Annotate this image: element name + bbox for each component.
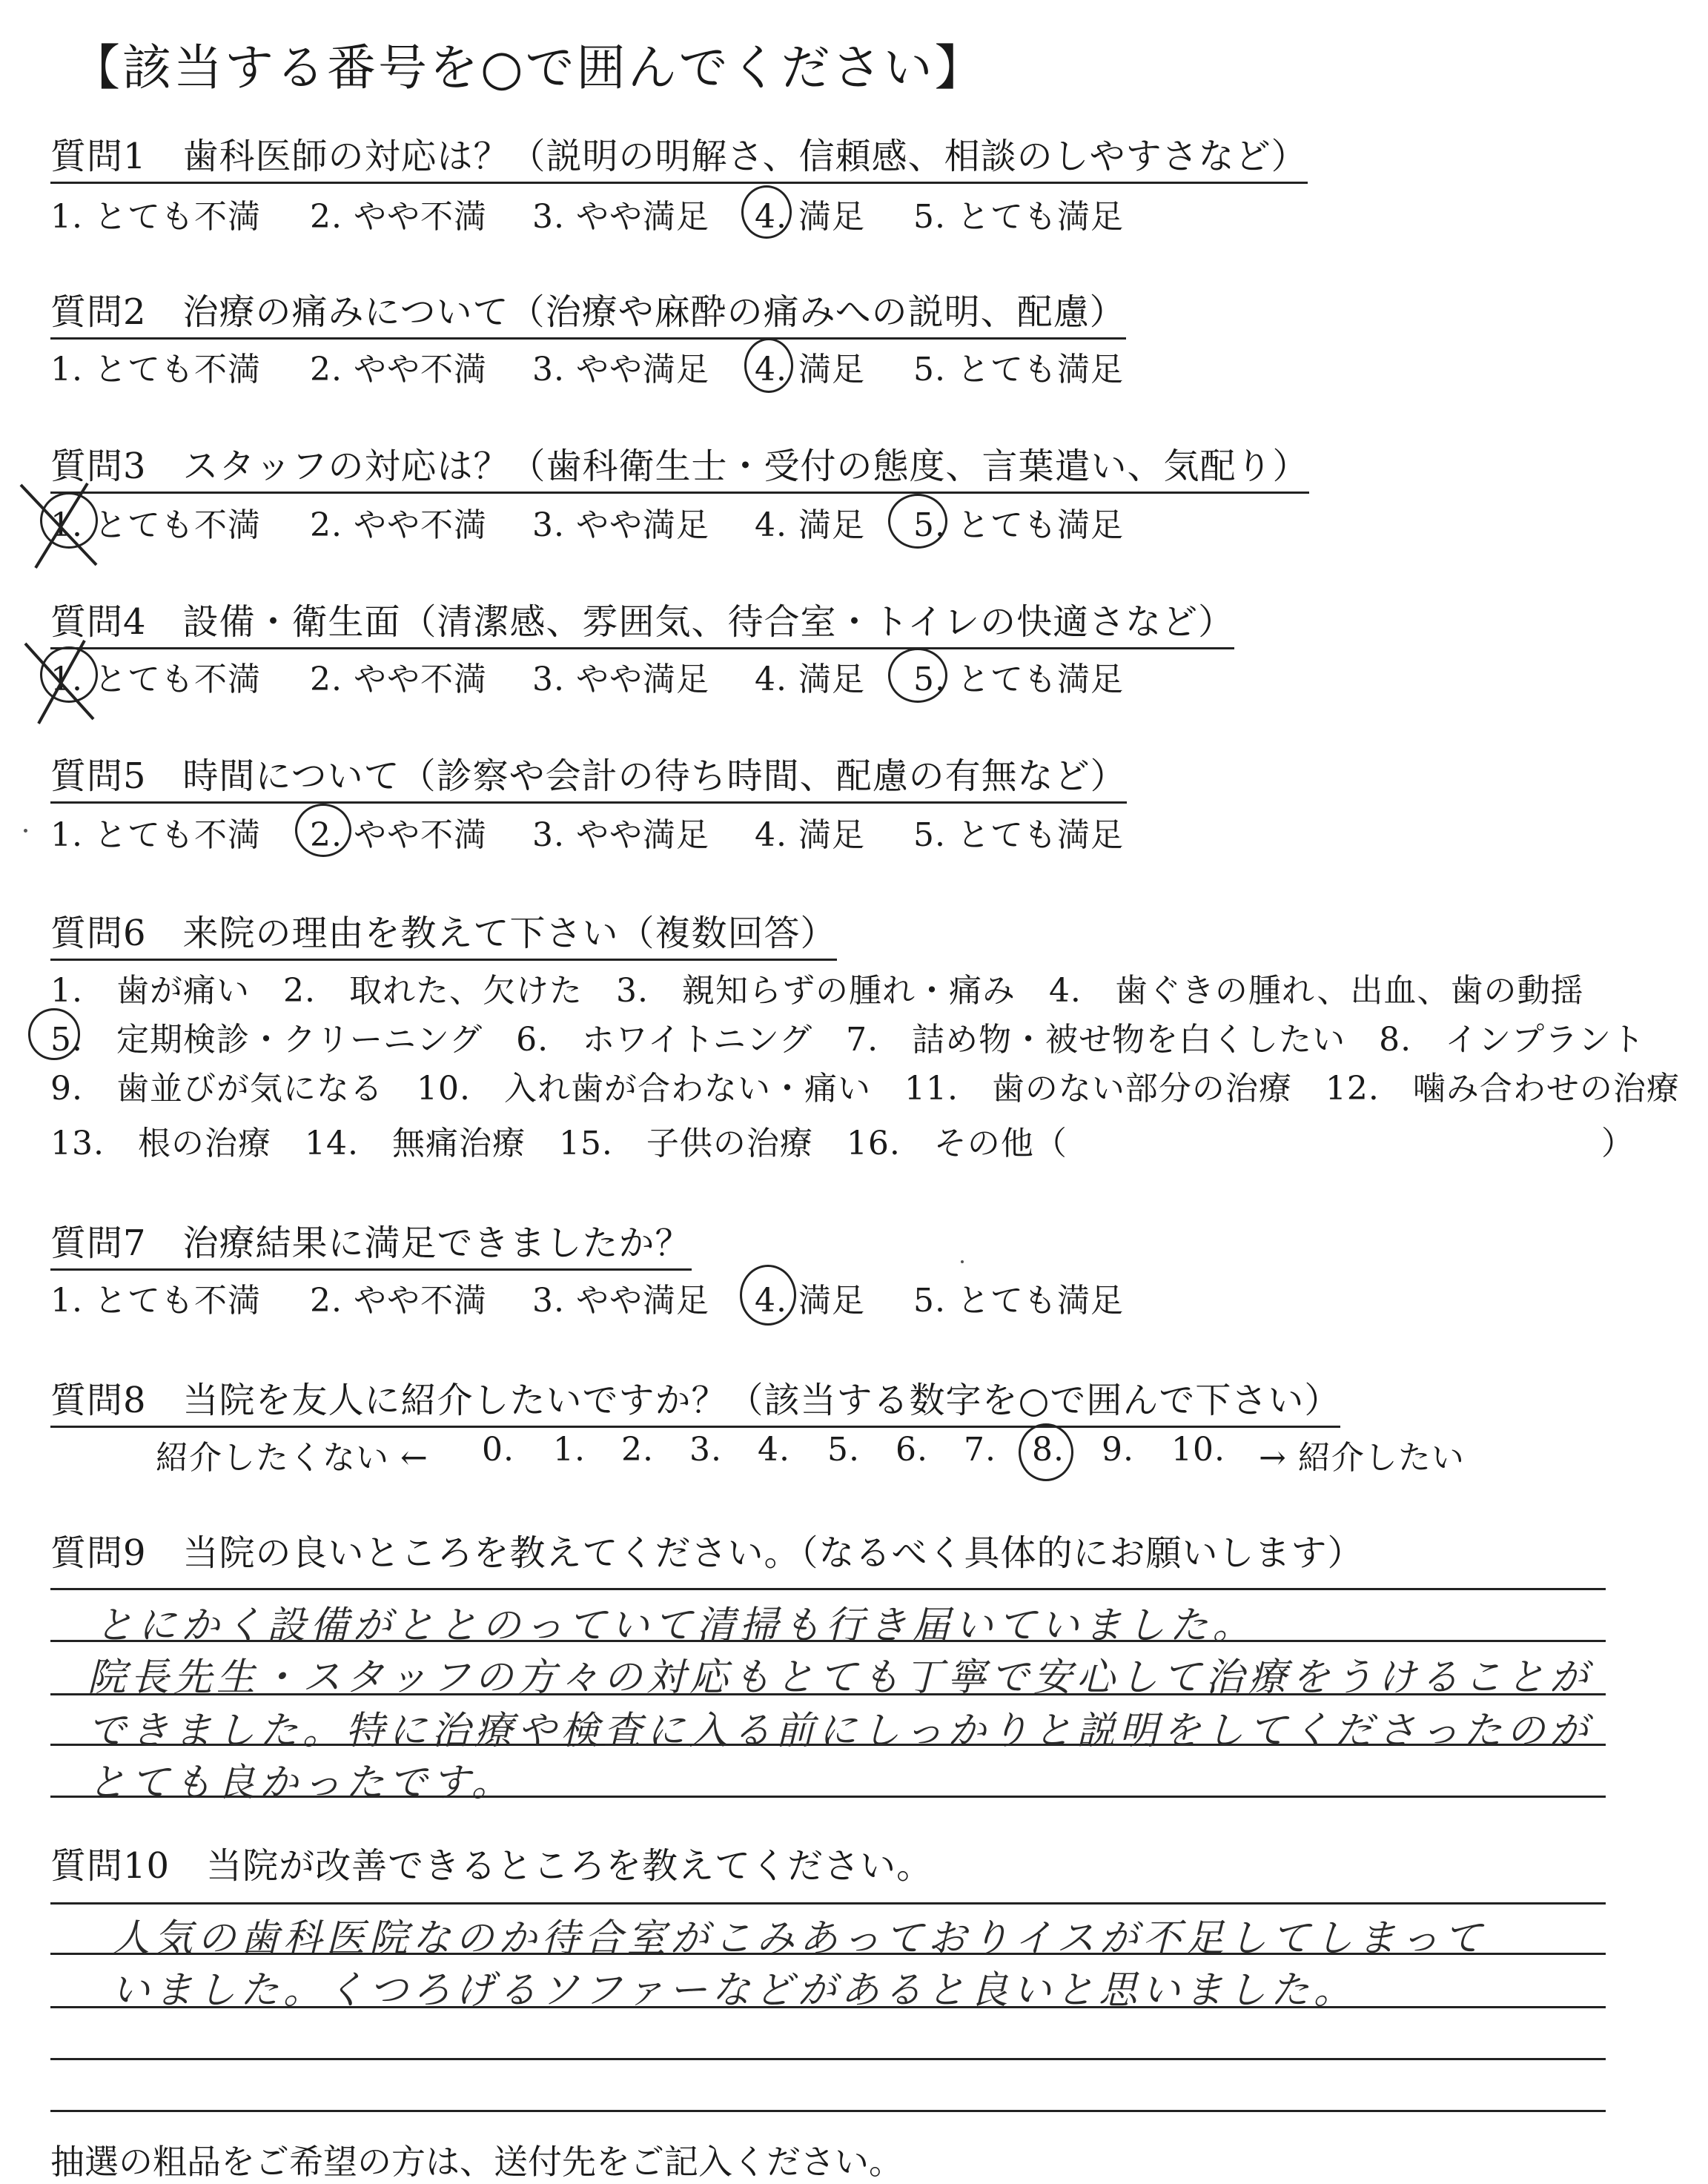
q5-option-2[interactable]: 2. やや不満 bbox=[310, 816, 487, 854]
q1-option-2[interactable]: 2. やや不満 bbox=[310, 198, 487, 236]
q6-row-4: 13. 根の治療 14. 無痛治療 15. 子供の治療 16. その他（ bbox=[50, 1125, 1068, 1162]
q1-option-5[interactable]: 5. とても満足 bbox=[913, 198, 1124, 236]
question-5-title: 質問5 時間について（診察や会計の待ち時間、配慮の有無など） bbox=[50, 747, 1127, 804]
q10-answer-line-2: いました。くつろげるソファーなどがあると良いと思いました。 bbox=[111, 1968, 1357, 2013]
q8-scale-8[interactable]: 8. bbox=[1032, 1431, 1065, 1469]
q5-option-4[interactable]: 4. 満足 bbox=[755, 816, 865, 854]
q8-scale-9[interactable]: 9. bbox=[1102, 1431, 1134, 1469]
q9-answer-line-3: できました。特に治療や検査に入る前にしっかりと説明をしてくださったのが bbox=[87, 1709, 1593, 1753]
q2-option-2[interactable]: 2. やや不満 bbox=[310, 351, 487, 388]
q8-scale-right-label: → 紹介したい bbox=[1259, 1439, 1465, 1477]
question-7-title: 質問7 治療結果に満足できましたか？ bbox=[50, 1214, 692, 1271]
page-title: 【該当する番号を○で囲んでください】 bbox=[71, 39, 986, 96]
q5-selection-circle bbox=[295, 804, 351, 857]
q3-option-3[interactable]: 3. やや満足 bbox=[532, 506, 709, 544]
q6-selection-circle bbox=[28, 1008, 80, 1060]
question-1-title: 質問1 歯科医師の対応は？（説明の明解さ、信頼感、相談のしやすさなど） bbox=[50, 128, 1308, 184]
q4-selection-circle bbox=[888, 648, 947, 703]
q7-option-5[interactable]: 5. とても満足 bbox=[913, 1282, 1124, 1320]
q9-answer-line-2: 院長先生・スタッフの方々の対応もとても丁寧で安心して治療をうけることが bbox=[87, 1655, 1593, 1700]
q8-scale-7[interactable]: 7. bbox=[964, 1431, 996, 1469]
q6-row-2: 5. 定期検診・クリーニング 6. ホワイトニング 7. 詰め物・被せ物を白くしたい 8. インプラント bbox=[50, 1021, 1646, 1059]
q3-option-5[interactable]: 5. とても満足 bbox=[913, 506, 1124, 544]
q8-scale-2[interactable]: 2. bbox=[621, 1431, 654, 1469]
q2-option-1[interactable]: 1. とても不満 bbox=[50, 351, 261, 388]
q8-scale-0[interactable]: 0. bbox=[482, 1431, 514, 1469]
q6-other-close-paren: ） bbox=[1601, 1125, 1635, 1162]
q4-option-5[interactable]: 5. とても満足 bbox=[913, 661, 1124, 698]
q1-option-1[interactable]: 1. とても不満 bbox=[50, 198, 261, 236]
q3-cross-mark-icon bbox=[13, 477, 102, 574]
q6-row-1: 1. 歯が痛い 2. 取れた、欠けた 3. 親知らずの腫れ・痛み 4. 歯ぐきの腫れ、出血、歯の動揺 bbox=[50, 972, 1584, 1010]
question-2-title: 質問2 治療の痛みについて（治療や麻酔の痛みへの説明、配慮） bbox=[50, 283, 1126, 340]
q4-option-3[interactable]: 3. やや満足 bbox=[532, 661, 709, 698]
q8-scale-5[interactable]: 5. bbox=[827, 1431, 860, 1469]
q2-option-3[interactable]: 3. やや満足 bbox=[532, 351, 709, 388]
q8-scale-left-label: 紹介したくない ← bbox=[156, 1439, 428, 1477]
q2-option-5[interactable]: 5. とても満足 bbox=[913, 351, 1124, 388]
q10-answer-rule bbox=[50, 1902, 1606, 1905]
q7-selection-circle bbox=[740, 1265, 796, 1326]
q9-answer-rule bbox=[50, 1588, 1606, 1590]
q10-answer-rule bbox=[50, 2110, 1606, 2112]
q3-option-1[interactable]: 1. とても不満 bbox=[50, 506, 261, 544]
q2-selection-circle bbox=[744, 338, 793, 393]
q4-option-4[interactable]: 4. 満足 bbox=[755, 661, 865, 698]
q8-scale-1[interactable]: 1. bbox=[553, 1431, 586, 1469]
q1-option-4[interactable]: 4. 満足 bbox=[755, 198, 865, 236]
question-8-title: 質問8 当院を友人に紹介したいですか？（該当する数字を○で囲んで下さい） bbox=[50, 1371, 1340, 1428]
q1-selection-circle bbox=[741, 185, 792, 239]
q9-answer-line-4: とても良かったです。 bbox=[87, 1761, 514, 1805]
q4-option-2[interactable]: 2. やや不満 bbox=[310, 661, 487, 698]
q7-option-3[interactable]: 3. やや満足 bbox=[532, 1282, 709, 1320]
question-6-title: 質問6 来院の理由を教えて下さい（複数回答） bbox=[50, 904, 837, 961]
question-4-title: 質問4 設備・衛生面（清潔感、雰囲気、待合室・トイレの快適さなど） bbox=[50, 593, 1234, 649]
q3-selection-circle bbox=[888, 494, 947, 549]
footer-prize-note: 抽選の粗品をご希望の方は、送付先をご記入ください。 bbox=[50, 2142, 903, 2182]
q9-answer-line-1: とにかく設備がととのっていて清掃も行き届いていました。 bbox=[95, 1604, 1256, 1648]
q7-option-1[interactable]: 1. とても不満 bbox=[50, 1282, 261, 1320]
question-9-title: 質問9 当院の良いところを教えてください。（なるべく具体的にお願いします） bbox=[50, 1532, 1364, 1574]
q6-row-3: 9. 歯並びが気になる 10. 入れ歯が合わない・痛い 11. 歯のない部分の治療 12. 噛み合わせの治療 bbox=[50, 1070, 1680, 1108]
q8-scale-10[interactable]: 10. bbox=[1171, 1431, 1225, 1469]
q4-option-1[interactable]: 1. とても不満 bbox=[50, 661, 261, 698]
q7-option-2[interactable]: 2. やや不満 bbox=[310, 1282, 487, 1320]
q1-option-3[interactable]: 3. やや満足 bbox=[532, 198, 709, 236]
q7-option-4[interactable]: 4. 満足 bbox=[755, 1282, 865, 1320]
q3-option-4[interactable]: 4. 満足 bbox=[755, 506, 865, 544]
q8-selection-circle bbox=[1019, 1423, 1073, 1481]
q5-option-3[interactable]: 3. やや満足 bbox=[532, 816, 709, 854]
q8-scale-3[interactable]: 3. bbox=[689, 1431, 722, 1469]
q3-option-2[interactable]: 2. やや不満 bbox=[310, 506, 487, 544]
q10-answer-line-1: 人気の歯科医院なのか待合室がこみあっておりイスが不足してしまって bbox=[111, 1916, 1486, 1961]
q8-scale-6[interactable]: 6. bbox=[896, 1431, 928, 1469]
q4-cross-mark-icon bbox=[13, 633, 102, 729]
question-3-title: 質問3 スタッフの対応は？（歯科衛生士・受付の態度、言葉遣い、気配り） bbox=[50, 437, 1309, 494]
scan-speck bbox=[961, 1260, 964, 1263]
q5-option-1[interactable]: 1. とても不満 bbox=[50, 816, 261, 854]
scan-speck bbox=[24, 829, 27, 833]
question-10-title: 質問10 当院が改善できるところを教えてください。 bbox=[50, 1845, 933, 1887]
q2-option-4[interactable]: 4. 満足 bbox=[755, 351, 865, 388]
q10-answer-rule bbox=[50, 2058, 1606, 2060]
q8-scale-4[interactable]: 4. bbox=[758, 1431, 790, 1469]
q5-option-5[interactable]: 5. とても満足 bbox=[913, 816, 1124, 854]
